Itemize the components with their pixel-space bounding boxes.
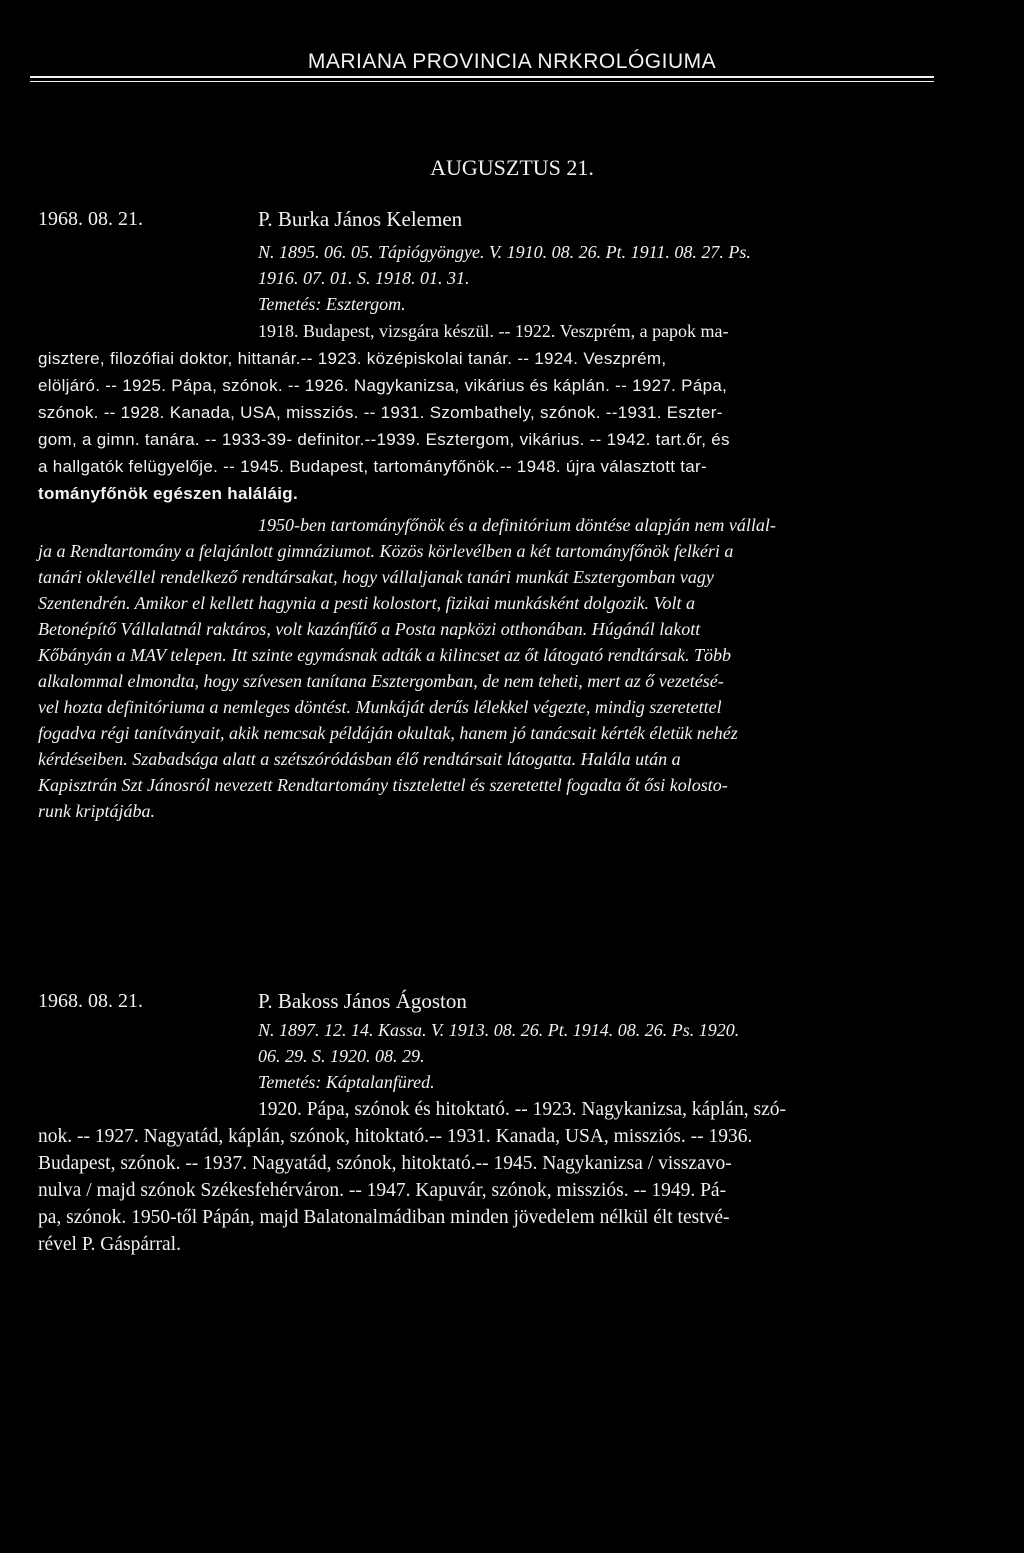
career-line: 1918. Budapest, vizsgára készül. -- 1922. Veszprém, a papok ma- — [258, 321, 729, 341]
narrative-line: kérdéseiben. Szabadsága alatt a szétszóródásban élő rendtársait látogatta. Halála után a — [38, 749, 681, 769]
entry-1-name-prefix: P. Burka János — [258, 207, 382, 231]
narrative-line: alkalommal elmondta, hogy szívesen tanítana Esztergomban, de nem teheti, mert az ő vezetésé- — [38, 671, 724, 691]
narrative-line: tanári oklevéllel rendelkező rendtársakat, hogy vállaljanak tanári munkát Esztergomban vagy — [38, 567, 714, 587]
entry-1-burial: Temetés: Esztergom. — [258, 294, 406, 314]
narrative-line: vel hozta definitóriuma a nemleges döntést. Munkáját derűs lélekkel végezte, mindig szeretettel — [38, 697, 722, 717]
career-line: tományfőnök egészen haláláig. — [38, 484, 298, 503]
career-line: Budapest, szónok. -- 1937. Nagyatád, szónok, hitoktató.-- 1945. Nagykanizsa / visszavo- — [38, 1153, 732, 1174]
entry-2-date: 1968. 08. 21. — [38, 990, 143, 1012]
career-line: rével P. Gáspárral. — [38, 1234, 181, 1255]
entry-1-name — [258, 207, 462, 232]
career-line: gisztere, filozófiai doktor, hittanár.-- 1923. középiskolai tanár. -- 1924. Veszprém, — [38, 349, 667, 368]
narrative-line: ja a Rendtartomány a felajánlott gimnáziumot. Közös körlevélben a két tartományfőnök felkéri a — [38, 541, 734, 561]
entry-2-burial: Temetés: Káptalanfüred. — [258, 1072, 435, 1092]
entry-2-name — [258, 989, 467, 1014]
entry-2-bio-2: 06. 29. S. 1920. 08. 29. — [258, 1046, 425, 1066]
career-line: 1920. Pápa, szónok és hitoktató. -- 1923. Nagykanizsa, káplán, szó- — [258, 1099, 787, 1120]
entry-1-bio-2: 1916. 07. 01. S. 1918. 01. 31. — [258, 268, 470, 288]
narrative-line: Szentendrén. Amikor el kellett hagynia a pesti kolostort, fizikai munkásként dolgozik. Volt a — [38, 593, 696, 613]
career-line: pa, szónok. 1950-től Pápán, majd Balatonalmádiban minden jövedelem nélkül élt testvé- — [38, 1207, 730, 1228]
career-line: gom, a gimn. tanára. -- 1933-39- definitor.--1939. Esztergom, vikárius. -- 1942. tart.őr, és — [38, 430, 730, 449]
entry-2-name-order: Ágoston — [395, 989, 467, 1013]
running-header: MARIANA PROVINCIA NRKROLÓGIUMA — [307, 50, 717, 73]
entry-1-bio-1: N. 1895. 06. 05. Tápiógyöngye. V. 1910. 08. 26. Pt. 1911. 08. 27. Ps. — [258, 242, 751, 262]
header-rule-thin — [30, 81, 934, 82]
career-line: nulva / majd szónok Székesfehérváron. -- 1947. Kapuvár, szónok, missziós. -- 1949. Pá- — [38, 1180, 727, 1201]
date-heading: AUGUSZTUS 21. — [430, 155, 594, 180]
narrative-line: runk kriptájába. — [38, 801, 155, 821]
narrative-line: Kőbányán a MAV telepen. Itt szinte egymásnak adták a kilincset az őt látogató rendtársak. Több — [38, 645, 732, 665]
narrative-line: 1950-ben tartományfőnök és a definitórium döntése alapján nem vállal- — [258, 515, 776, 535]
entry-2-bio-1: N. 1897. 12. 14. Kassa. V. 1913. 08. 26. Pt. 1914. 08. 26. Ps. 1920. — [258, 1020, 740, 1040]
career-line: a hallgatók felügyelője. -- 1945. Budapest, tartományfőnök.-- 1948. újra választott tar- — [38, 457, 707, 476]
entry-2-name-prefix: P. Bakoss János — [258, 989, 391, 1013]
entry-1-name-order: Kelemen — [386, 207, 463, 231]
career-line: elöljáró. -- 1925. Pápa, szónok. -- 1926. Nagykanizsa, vikárius és káplán. -- 1927. Pápa, — [38, 376, 728, 395]
narrative-line: Betonépítő Vállalatnál raktáros, volt kazánfűtő a Posta napközi otthonában. Húgánál lakott — [38, 619, 701, 639]
narrative-line: fogadva régi tanítványait, akik nemcsak példáján okultak, hanem jó tanácsait kérték életük nehéz — [38, 723, 738, 743]
career-line: nok. -- 1927. Nagyatád, káplán, szónok, hitoktató.-- 1931. Kanada, USA, missziós. -- 1936. — [38, 1126, 753, 1147]
header-rule — [30, 76, 934, 78]
narrative-line: Kapisztrán Szt Jánosról nevezett Rendtartomány tisztelettel és szeretettel fogadta őt ősi kolosto- — [38, 775, 728, 795]
entry-1-date: 1968. 08. 21. — [38, 208, 143, 230]
career-line: szónok. -- 1928. Kanada, USA, missziós. -- 1931. Szombathely, szónok. --1931. Eszter- — [38, 403, 723, 422]
